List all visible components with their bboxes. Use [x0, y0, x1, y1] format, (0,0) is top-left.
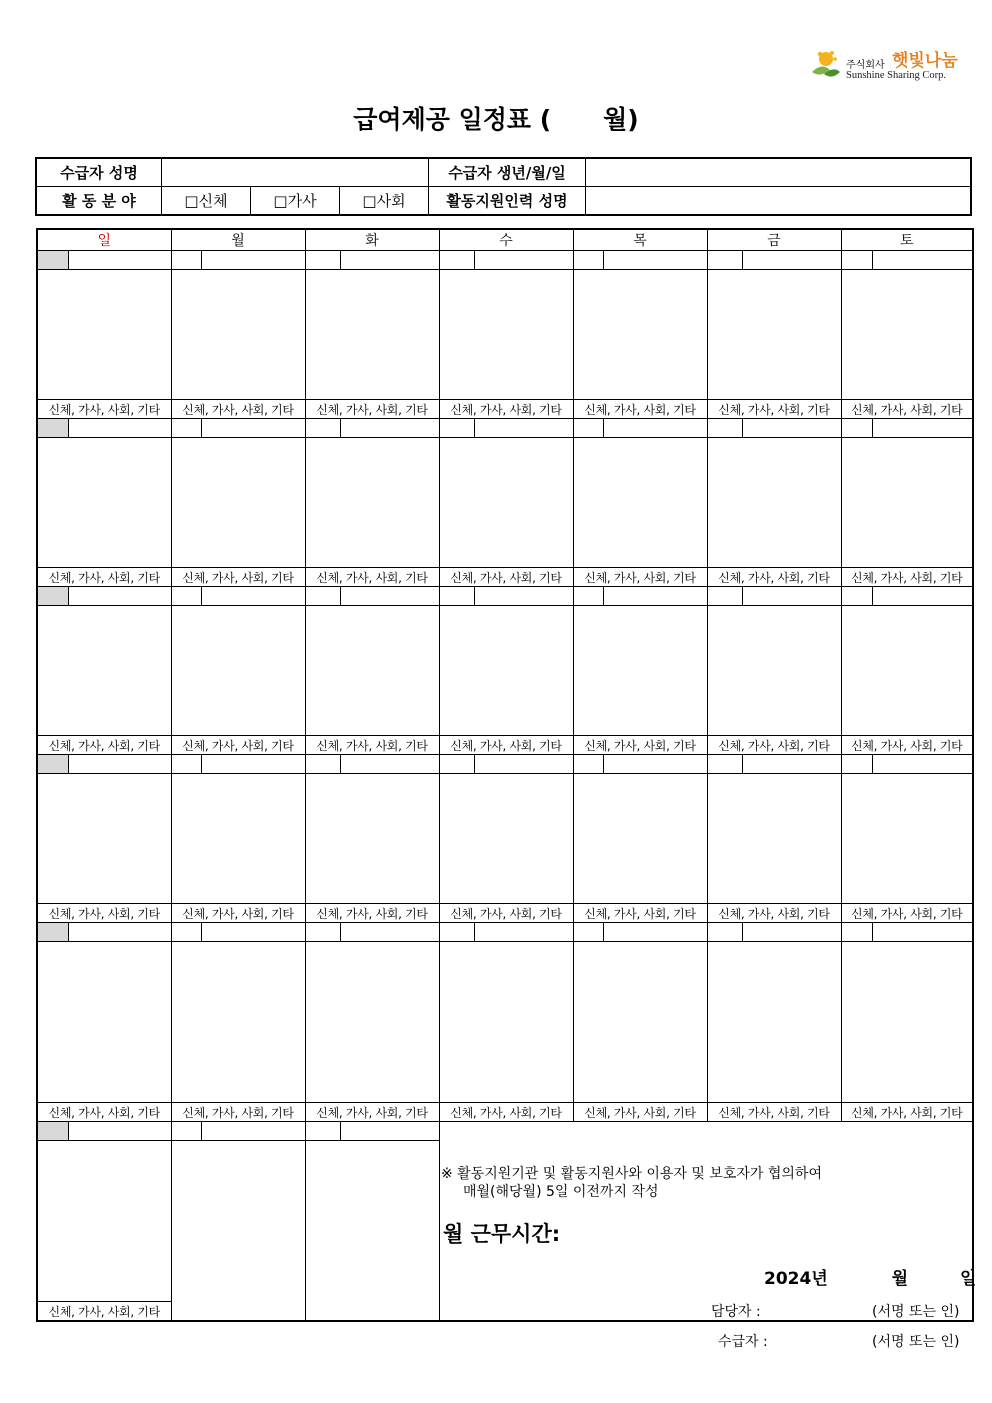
day-schedule-cell[interactable] [573, 774, 707, 904]
date-number-cell[interactable] [841, 587, 872, 606]
date-time-cell[interactable] [603, 587, 707, 606]
category-cell: 신체, 가사, 사회, 기타 [305, 1103, 439, 1122]
recipient-sign-hint[interactable]: (서명 또는 인) [872, 1334, 960, 1350]
category-cell: 신체, 가사, 사회, 기타 [37, 904, 171, 923]
day-schedule-cell[interactable] [439, 438, 573, 568]
category-cell: 신체, 가사, 사회, 기타 [37, 1302, 171, 1322]
date-time-cell[interactable] [340, 923, 439, 942]
day-header-sat: 토 [841, 229, 973, 251]
date-time-cell[interactable] [201, 419, 305, 438]
category-cell: 신체, 가사, 사회, 기타 [841, 736, 973, 755]
day-schedule-cell[interactable] [305, 270, 439, 400]
day-schedule-cell[interactable] [439, 606, 573, 736]
category-cell: 신체, 가사, 사회, 기타 [439, 1103, 573, 1122]
date-number-cell[interactable] [305, 587, 340, 606]
company-brand: 햇빛나눔 [892, 51, 958, 71]
category-cell: 신체, 가사, 사회, 기타 [305, 736, 439, 755]
category-cell: 신체, 가사, 사회, 기타 [439, 904, 573, 923]
category-cell: 신체, 가사, 사회, 기타 [439, 400, 573, 419]
category-cell: 신체, 가사, 사회, 기타 [171, 1103, 305, 1122]
date-number-cell[interactable] [707, 251, 742, 270]
category-cell: 신체, 가사, 사회, 기타 [171, 736, 305, 755]
day-header-mon: 월 [171, 229, 305, 251]
date-time-cell[interactable] [872, 923, 973, 942]
category-cell: 신체, 가사, 사회, 기타 [439, 568, 573, 587]
category-cell: 신체, 가사, 사회, 기타 [439, 736, 573, 755]
monthly-hours-label: 월 근무시간: [443, 1222, 561, 1246]
day-schedule-cell[interactable] [707, 270, 841, 400]
sign-date [764, 1264, 976, 1289]
company-english-name: Sunshine Sharing Corp. [846, 70, 947, 81]
date-time-cell[interactable] [68, 755, 171, 774]
day-schedule-cell[interactable] [573, 270, 707, 400]
date-number-cell[interactable] [171, 1122, 201, 1141]
day-schedule-cell[interactable] [37, 606, 171, 736]
day-schedule-cell[interactable] [707, 942, 841, 1103]
date-time-cell[interactable] [474, 419, 573, 438]
day-header-wed: 수 [439, 229, 573, 251]
date-time-cell[interactable] [742, 419, 841, 438]
day-header-tue: 화 [305, 229, 439, 251]
date-time-cell[interactable] [68, 419, 171, 438]
day-schedule-cell[interactable] [439, 942, 573, 1103]
recipient-name-field[interactable] [162, 158, 429, 187]
title-suffix: 월) [603, 105, 639, 134]
date-time-cell[interactable] [340, 419, 439, 438]
category-cell: 신체, 가사, 사회, 기타 [573, 1103, 707, 1122]
category-cell: 신체, 가사, 사회, 기타 [305, 568, 439, 587]
date-time-cell[interactable] [474, 587, 573, 606]
category-cell: 신체, 가사, 사회, 기타 [37, 1103, 171, 1122]
recipient-name-label: 수급자 성명 [36, 158, 162, 187]
note-line-2: 매월(해당월) 5일 이전까지 작성 [463, 1184, 659, 1200]
manager-label: 담당자 : [711, 1304, 761, 1320]
date-year: 2024년 [764, 1269, 828, 1289]
category-cell: 신체, 가사, 사회, 기타 [573, 736, 707, 755]
date-number-cell[interactable] [171, 587, 201, 606]
date-time-cell[interactable] [474, 923, 573, 942]
category-cell: 신체, 가사, 사회, 기타 [305, 904, 439, 923]
date-time-cell[interactable] [340, 1122, 439, 1141]
day-header-fri: 금 [707, 229, 841, 251]
date-number-cell[interactable] [841, 755, 872, 774]
date-number-cell[interactable] [37, 755, 68, 774]
manager-sign-hint[interactable]: (서명 또는 인) [872, 1304, 960, 1320]
activity-field-label: 활 동 분 야 [36, 187, 162, 216]
day-schedule-cell[interactable] [707, 438, 841, 568]
category-cell: 신체, 가사, 사회, 기타 [707, 736, 841, 755]
date-number-cell[interactable] [305, 923, 340, 942]
day-schedule-cell[interactable] [707, 774, 841, 904]
date-number-cell[interactable] [573, 251, 603, 270]
date-number-cell[interactable] [171, 923, 201, 942]
date-time-cell[interactable] [872, 419, 973, 438]
date-number-cell[interactable] [439, 587, 474, 606]
day-schedule-cell[interactable] [37, 942, 171, 1103]
date-time-cell[interactable] [603, 923, 707, 942]
day-schedule-cell[interactable] [707, 606, 841, 736]
date-number-cell[interactable] [37, 251, 68, 270]
category-cell: 신체, 가사, 사회, 기타 [37, 736, 171, 755]
date-number-cell[interactable] [707, 755, 742, 774]
day-schedule-cell[interactable] [573, 606, 707, 736]
date-number-cell[interactable] [841, 923, 872, 942]
calendar-weeks [37, 251, 973, 1122]
day-schedule-cell[interactable] [171, 270, 305, 400]
date-number-cell[interactable] [573, 923, 603, 942]
page-title [0, 100, 992, 136]
sun-leaf-logo-icon [808, 46, 844, 82]
schedule-calendar [36, 228, 977, 1322]
instruction-note [441, 1165, 822, 1201]
date-number-cell[interactable] [171, 419, 201, 438]
date-time-cell[interactable] [68, 587, 171, 606]
title-prefix: 급여제공 일정표 ( [353, 105, 552, 134]
day-schedule-cell[interactable] [305, 606, 439, 736]
date-time-cell[interactable] [872, 755, 973, 774]
day-schedule-cell[interactable] [171, 942, 305, 1103]
date-number-cell[interactable] [171, 755, 201, 774]
day-schedule-cell[interactable] [573, 942, 707, 1103]
recipient-birth-field[interactable] [586, 158, 972, 187]
date-time-cell[interactable] [603, 251, 707, 270]
date-number-cell[interactable] [439, 755, 474, 774]
day-schedule-cell[interactable] [37, 774, 171, 904]
category-cell: 신체, 가사, 사회, 기타 [37, 400, 171, 419]
category-cell: 신체, 가사, 사회, 기타 [707, 904, 841, 923]
date-number-cell[interactable] [305, 755, 340, 774]
day-schedule-cell[interactable] [439, 270, 573, 400]
category-cell: 신체, 가사, 사회, 기타 [841, 568, 973, 587]
category-cell: 신체, 가사, 사회, 기타 [573, 400, 707, 419]
date-number-cell[interactable] [707, 419, 742, 438]
day-header-sun: 일 [37, 229, 171, 251]
recipient-info-table [35, 157, 972, 216]
category-cell: 신체, 가사, 사회, 기타 [707, 400, 841, 419]
day-schedule-cell[interactable] [841, 606, 973, 736]
date-number-cell[interactable] [707, 923, 742, 942]
date-number-cell[interactable] [37, 587, 68, 606]
day-schedule-cell[interactable] [37, 438, 171, 568]
day-schedule-cell[interactable] [171, 774, 305, 904]
day-header-thu: 목 [573, 229, 707, 251]
day-schedule-cell[interactable] [439, 774, 573, 904]
date-number-cell[interactable] [439, 419, 474, 438]
day-schedule-cell[interactable] [305, 438, 439, 568]
recipient-sign-label: 수급자 : [718, 1334, 768, 1350]
day-schedule-cell[interactable] [171, 438, 305, 568]
category-cell: 신체, 가사, 사회, 기타 [841, 400, 973, 419]
date-time-cell[interactable] [68, 1122, 171, 1141]
date-time-cell[interactable] [742, 587, 841, 606]
date-time-cell[interactable] [872, 587, 973, 606]
category-cell: 신체, 가사, 사회, 기타 [573, 904, 707, 923]
category-cell: 신체, 가사, 사회, 기타 [37, 568, 171, 587]
date-number-cell[interactable] [573, 587, 603, 606]
day-schedule-cell[interactable] [37, 270, 171, 400]
date-number-cell[interactable] [37, 923, 68, 942]
option-social-checkbox[interactable]: □사회 [340, 187, 429, 216]
date-time-cell[interactable] [742, 251, 841, 270]
category-cell: 신체, 가사, 사회, 기타 [841, 1103, 973, 1122]
date-time-cell[interactable] [340, 755, 439, 774]
date-number-cell[interactable] [305, 1122, 340, 1141]
date-number-cell[interactable] [305, 419, 340, 438]
date-time-cell[interactable] [340, 587, 439, 606]
note-line-1: ※ 활동지원기관 및 활동지원사와 이용자 및 보호자가 협의하여 [441, 1166, 822, 1182]
date-number-cell[interactable] [37, 1122, 68, 1141]
category-cell: 신체, 가사, 사회, 기타 [171, 904, 305, 923]
date-time-cell[interactable] [474, 251, 573, 270]
date-time-cell[interactable] [603, 419, 707, 438]
category-cell: 신체, 가사, 사회, 기타 [171, 400, 305, 419]
date-time-cell[interactable] [872, 251, 973, 270]
option-body-checkbox[interactable]: □신체 [162, 187, 251, 216]
date-day: 일 [960, 1269, 977, 1289]
category-cell: 신체, 가사, 사회, 기타 [707, 568, 841, 587]
category-cell: 신체, 가사, 사회, 기타 [305, 400, 439, 419]
day-schedule-cell[interactable] [841, 438, 973, 568]
category-cell: 신체, 가사, 사회, 기타 [573, 568, 707, 587]
date-number-cell[interactable] [439, 923, 474, 942]
support-staff-label: 활동지원인력 성명 [429, 187, 586, 216]
date-time-cell[interactable] [603, 755, 707, 774]
day-schedule-cell[interactable] [37, 1141, 171, 1302]
company-prefix: 주식회사 [846, 60, 885, 71]
date-number-cell[interactable] [707, 587, 742, 606]
date-time-cell[interactable] [68, 923, 171, 942]
category-cell: 신체, 가사, 사회, 기타 [841, 904, 973, 923]
date-time-cell[interactable] [201, 923, 305, 942]
category-cell: 신체, 가사, 사회, 기타 [171, 568, 305, 587]
date-number-cell[interactable] [841, 419, 872, 438]
company-logo [808, 44, 968, 86]
date-time-cell[interactable] [201, 755, 305, 774]
date-time-cell[interactable] [201, 1122, 305, 1141]
day-schedule-cell[interactable] [841, 270, 973, 400]
date-number-cell[interactable] [841, 251, 872, 270]
day-schedule-cell[interactable] [305, 774, 439, 904]
date-number-cell[interactable] [573, 419, 603, 438]
day-schedule-cell[interactable] [171, 606, 305, 736]
day-schedule-cell[interactable] [841, 774, 973, 904]
date-time-cell[interactable] [742, 755, 841, 774]
date-time-cell[interactable] [201, 587, 305, 606]
day-schedule-cell[interactable] [841, 942, 973, 1103]
date-time-cell[interactable] [68, 251, 171, 270]
day-schedule-cell[interactable] [573, 438, 707, 568]
category-cell: 신체, 가사, 사회, 기타 [707, 1103, 841, 1122]
date-number-cell[interactable] [171, 251, 201, 270]
date-time-cell[interactable] [201, 251, 305, 270]
date-month: 월 [891, 1269, 909, 1289]
date-number-cell[interactable] [37, 419, 68, 438]
date-number-cell[interactable] [439, 251, 474, 270]
date-time-cell[interactable] [340, 251, 439, 270]
date-number-cell[interactable] [573, 755, 603, 774]
support-staff-field[interactable] [586, 187, 972, 216]
date-number-cell[interactable] [305, 251, 340, 270]
option-housework-checkbox[interactable]: □가사 [251, 187, 340, 216]
date-time-cell[interactable] [742, 923, 841, 942]
day-schedule-cell[interactable] [305, 942, 439, 1103]
recipient-birth-label: 수급자 생년/월/일 [429, 158, 586, 187]
date-time-cell[interactable] [474, 755, 573, 774]
day-schedule-cell[interactable] [171, 1141, 305, 1322]
day-schedule-cell[interactable] [305, 1141, 439, 1322]
